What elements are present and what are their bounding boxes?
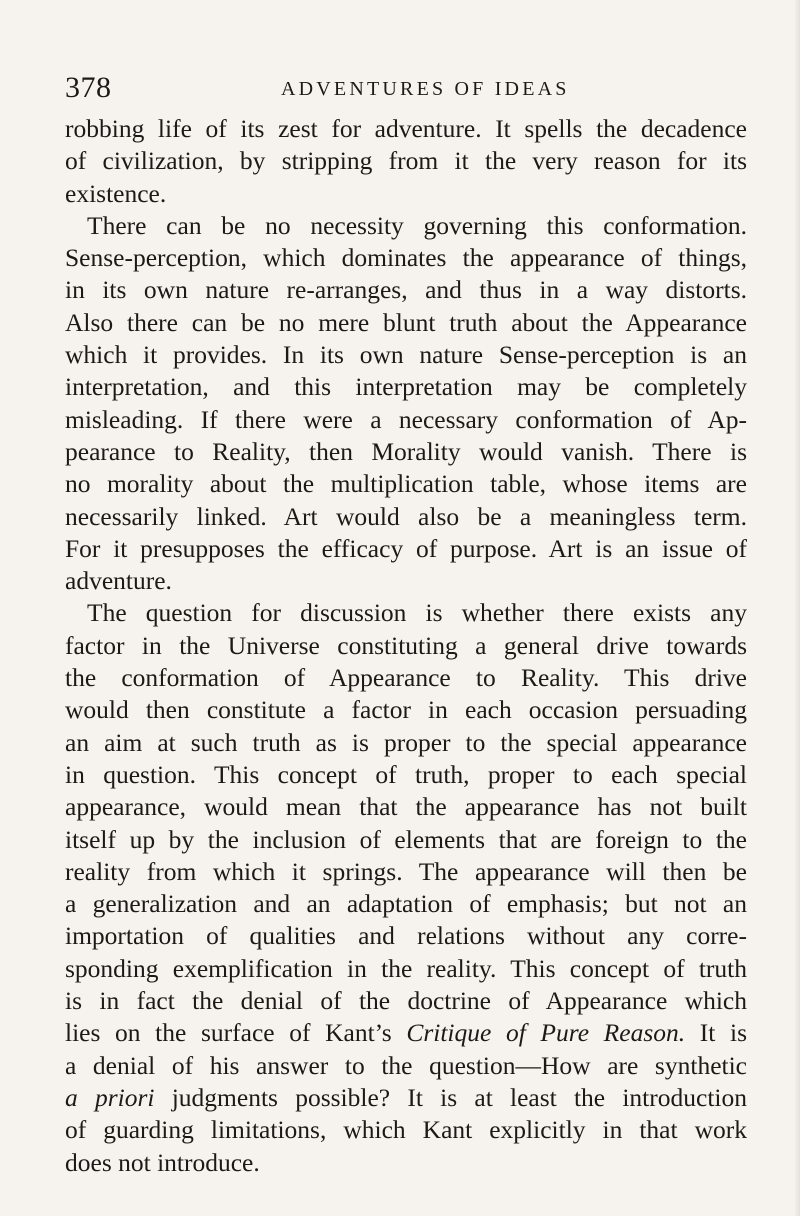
text-line: For it presupposes the efficacy of purpose. Art is an issue of	[65, 533, 747, 563]
text-line-mixed	[65, 1017, 747, 1049]
text-line: necessarily linked. Art would also be a meaningless term.	[65, 501, 747, 531]
running-header	[65, 70, 747, 106]
text-line: itself up by the inclusion of elements that are foreign to the	[65, 824, 747, 854]
text-line: in question. This concept of truth, proper to each special	[65, 759, 747, 789]
text-line: in its own nature re-arranges, and thus in a way distorts.	[65, 275, 747, 305]
text-line: misleading. If there were a necessary conformation of Ap-	[65, 404, 747, 434]
text-line: a generalization and an adaptation of emphasis; but not an	[65, 889, 747, 919]
page-edge-shadow	[794, 0, 800, 1216]
text-line: no morality about the multiplication table, whose items are	[65, 469, 747, 499]
text-segment: judgments possible? It is at least the introduction	[154, 1082, 747, 1112]
text-line: would then constitute a factor in each occasion persuading	[65, 695, 747, 725]
text-line: does not introduce.	[65, 1147, 260, 1177]
text-line: The question for discussion is whether there exists any	[87, 598, 747, 628]
text-line: existence.	[65, 178, 167, 208]
text-line: which it provides. In its own nature Sense-perception is an	[65, 340, 747, 370]
body-text	[65, 113, 747, 1179]
text-line: interpretation, and this interpretation may be completely	[65, 372, 747, 402]
running-title: ADVENTURES OF IDEAS	[281, 78, 570, 100]
text-line: an aim at such truth as is proper to the special appearance	[65, 727, 747, 757]
text-line: sponding exemplification in the reality. This concept of truth	[65, 953, 747, 983]
text-line-mixed	[65, 1082, 747, 1114]
text-line: importation of qualities and relations without any corre-	[65, 921, 747, 951]
text-line: of guarding limitations, which Kant explicitly in that work	[65, 1115, 747, 1145]
text-line: There can be no necessity governing this conformation.	[87, 210, 747, 240]
page-number: 378	[65, 71, 112, 104]
text-line: robbing life of its zest for adventure. It spells the decadence	[65, 114, 747, 143]
text-line: Also there can be no mere blunt truth about the Appearance	[65, 307, 747, 337]
text-line: the conformation of Appearance to Reality. This drive	[65, 663, 747, 693]
text-line: of civilization, by stripping from it the very reason for its	[65, 146, 747, 176]
text-line: a denial of his answer to the question—How are synthetic	[65, 1050, 747, 1080]
text-line: factor in the Universe constituting a general drive towards	[65, 630, 747, 660]
book-title-italic: Critique of Pure Reason.	[406, 1018, 686, 1048]
text-line: appearance, would mean that the appearance has not built	[65, 792, 747, 822]
latin-phrase-italic: a priori	[65, 1082, 155, 1112]
text-line: reality from which it springs. The appearance will then be	[65, 856, 747, 886]
text-segment: lies on the surface of Kant’s	[65, 1018, 407, 1048]
text-line: is in fact the denial of the doctrine of Appearance which	[65, 986, 747, 1016]
text-segment: It is	[685, 1018, 747, 1048]
text-line: Sense-perception, which dominates the appearance of things,	[65, 243, 747, 273]
text-line: adventure.	[65, 566, 172, 596]
text-line: pearance to Reality, then Morality would vanish. There is	[65, 436, 747, 466]
